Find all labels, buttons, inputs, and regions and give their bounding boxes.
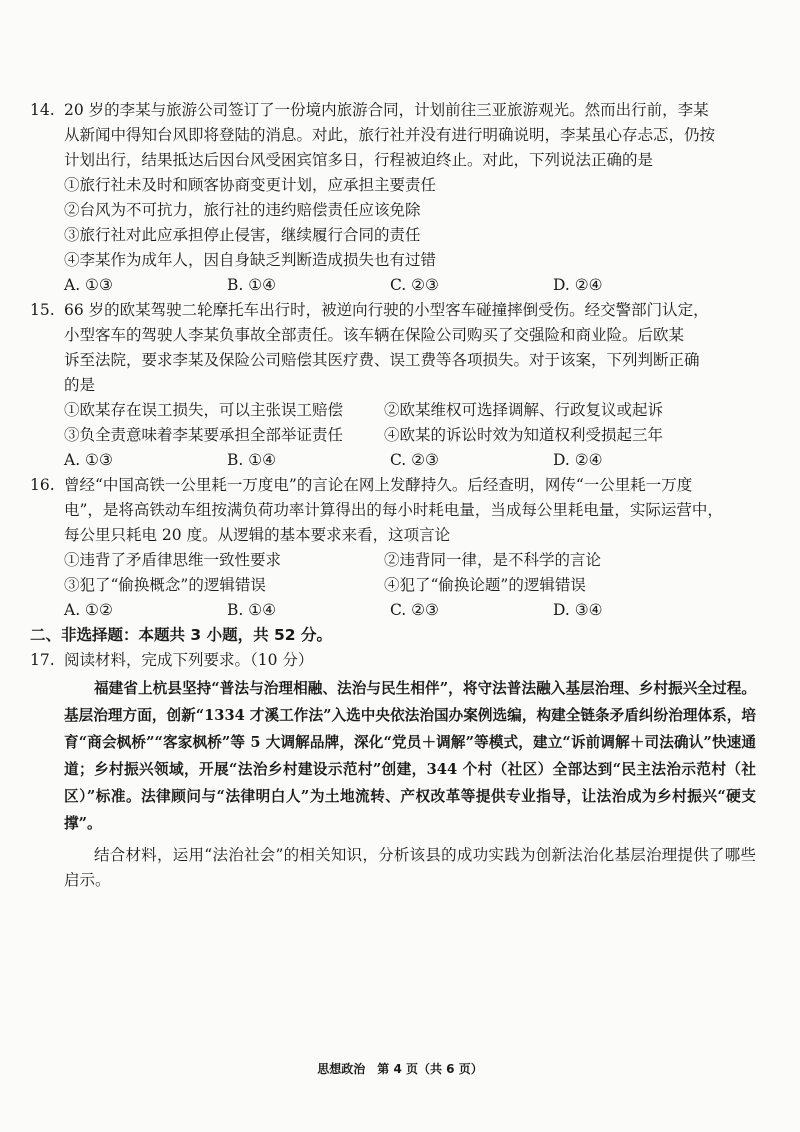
choice-d: D. ②④ xyxy=(553,276,603,294)
section-heading: 二、非选择题：本题共 3 小题，共 52 分。 xyxy=(30,626,332,644)
question-stem-line: 电”，是将高铁动车组按满负荷功率计算得出的每小时耗电量，当成每公里耗电量，实际运营中， xyxy=(64,501,723,519)
answer-choices xyxy=(30,598,760,623)
choice-b: B. ①④ xyxy=(227,276,277,294)
question-stem-line: 每公里只耗电 20 度。从逻辑的基本要求来看，这项言论 xyxy=(64,526,451,544)
option-row xyxy=(30,573,760,598)
choice-b: B. ①④ xyxy=(227,451,277,469)
choice-a: A. ①③ xyxy=(64,451,113,469)
question-stem-line: 从新闻中得知台风即将登陆的消息。对此，旅行社并没有进行明确说明，李某虽心存忐忑，仍按 xyxy=(64,126,716,144)
question-stem-line: 小型客车的驾驶人李某负事故全部责任。该车辆在保险公司购买了交强险和商业险。后欧某 xyxy=(64,326,685,344)
question-17 xyxy=(30,648,760,893)
option-row xyxy=(30,423,760,448)
question-number: 15. xyxy=(30,301,55,319)
question-stem-line: 15. 66 岁的欧某驾驶二轮摩托车出行时，被逆向行驶的小型客车碰撞摔倒受伤。经交警部门认定， xyxy=(30,298,760,323)
answer-choices xyxy=(30,448,760,473)
question-instruction: 17. 阅读材料，完成下列要求。（10 分） xyxy=(30,648,760,673)
question-number: 14. xyxy=(30,101,55,119)
option-statement: ④李某作为成年人，因自身缺乏判断造成损失也有过错 xyxy=(64,251,437,269)
answer-choices xyxy=(30,273,760,298)
choice-c: C. ②③ xyxy=(390,451,439,469)
question-stem-line: 16. 曾经“中国高铁一公里耗一万度电”的言论在网上发酵持久。后经查明，网传“一公里耗一万度 xyxy=(30,473,760,498)
reading-material: 福建省上杭县坚持“普法与治理相融、法治与民生相伴”，将守法普法融入基层治理、乡村振兴全过程。基层治理方面，创新“1334 才溪工作法”入选中央依法治国办案例选编，构建全链条矛盾纠纷治理体系，培育“商会枫桥”“客家枫桥”等 5 大调解品牌，深化“党员＋调解”等模式，建立“诉前调解＋司法确认”快速通道；乡村振兴领域，开展“法治乡村建设示范村”创建，344 个村（社区）全部达到“民主法治示范村（社区）”标准。法律顾问与“法律明白人”为土地流转、产权改革等提供专业指导，让法治成为乡村振兴“硬支撑”。 xyxy=(64,680,756,832)
option-statement: ①旅行社未及时和顾客协商变更计划，应承担主要责任 xyxy=(64,176,437,194)
option-statement: ④欧某的诉讼时效为知道权利受损起三年 xyxy=(384,426,664,444)
question-number: 16. xyxy=(30,476,55,494)
question-stem-line: 诉至法院，要求李某及保险公司赔偿其医疗费、误工费等各项损失。对于该案，下列判断正确 xyxy=(64,351,700,369)
option-row xyxy=(30,548,760,573)
option-statement: ①欧某存在误工损失，可以主张误工赔偿 xyxy=(64,401,344,419)
question-stem-line: 的是 xyxy=(64,376,96,394)
question-requirement: 结合材料，运用“法治社会”的相关知识，分析该县的成功实践为创新法治化基层治理提供了哪些启示。 xyxy=(64,846,756,889)
option-statement: ④犯了“偷换论题”的逻辑错误 xyxy=(384,576,586,594)
option-statement: ①违背了矛盾律思维一致性要求 xyxy=(64,551,282,569)
choice-c: C. ②③ xyxy=(390,601,439,619)
option-statement: ②台风为不可抗力，旅行社的违约赔偿责任应该免除 xyxy=(64,201,421,219)
option-statement: ②违背同一律，是不科学的言论 xyxy=(384,551,602,569)
page-footer: 思想政治 第 4 页（共 6 页） xyxy=(317,1062,483,1076)
question-stem-line: 计划出行，结果抵达后因台风受困宾馆多日，行程被迫终止。对此，下列说法正确的是 xyxy=(64,151,654,169)
choice-d: D. ②④ xyxy=(553,451,603,469)
question-stem-line: 14. 20 岁的李某与旅游公司签订了一份境内旅游合同，计划前往三亚旅游观光。然而出行前，李某 xyxy=(30,98,760,123)
option-statement: ③旅行社对此应承担停止侵害，继续履行合同的责任 xyxy=(64,226,421,244)
option-statement: ③负全责意味着李某要承担全部举证责任 xyxy=(64,426,344,444)
choice-a: A. ①③ xyxy=(64,276,113,294)
option-statement: ②欧某维权可选择调解、行政复议或起诉 xyxy=(384,401,664,419)
question-number: 17. xyxy=(30,651,55,669)
question-15 xyxy=(30,298,760,473)
question-14 xyxy=(30,98,760,298)
option-row xyxy=(30,398,760,423)
choice-a: A. ①② xyxy=(64,601,113,619)
choice-c: C. ②③ xyxy=(390,276,439,294)
choice-d: D. ③④ xyxy=(553,601,603,619)
question-16 xyxy=(30,473,760,623)
choice-b: B. ①④ xyxy=(227,601,277,619)
option-statement: ③犯了“偷换概念”的逻辑错误 xyxy=(64,576,266,594)
